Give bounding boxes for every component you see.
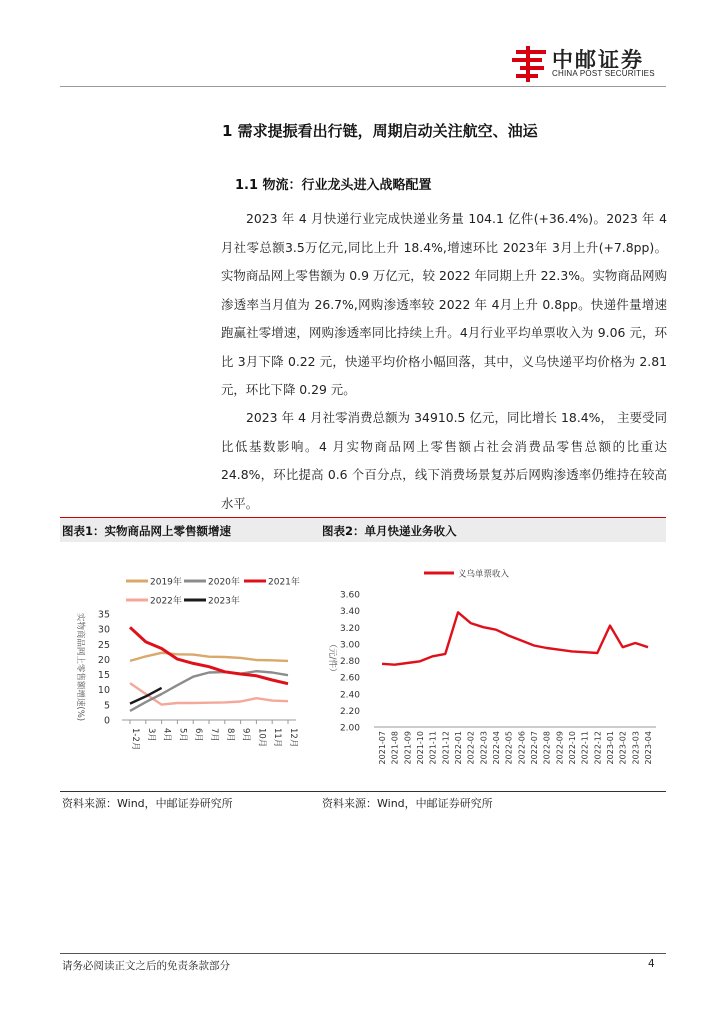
x-tick-label: 8月 [224, 728, 235, 742]
series-line [130, 683, 288, 705]
y-tick-label: 5 [103, 700, 110, 712]
header-divider [60, 86, 666, 87]
x-tick-label: 10月 [256, 728, 267, 748]
brand-name: 中邮证券 [552, 48, 644, 72]
y-tick-label: 2.00 [339, 723, 360, 734]
x-tick-label: 5月 [177, 728, 188, 742]
legend-label: 2023年 [208, 596, 240, 607]
x-tick-label: 2022-10 [568, 731, 577, 765]
subsection-heading: 1.1 物流：行业龙头进入战略配置 [235, 178, 432, 193]
footer-disclaimer: 请务必阅读正文之后的免责条款部分 [62, 960, 230, 972]
y-axis-label: 实物商品网上零售额增速(%) [75, 612, 85, 722]
x-tick-label: 2022-12 [593, 731, 603, 765]
x-tick-label: 2021-07 [378, 731, 387, 765]
figure-title: 图表2：单月快递业务收入 [322, 524, 457, 538]
figure-source: 资料来源：Wind，中邮证券研究所 [62, 797, 233, 810]
series-line [382, 612, 648, 664]
body-paragraph: 2023 年 4 月社零消费总额为 34910.5 亿元，同比增长 18.4%， 主要受同比低基数影响。4 月实物商品网上零售额占社会消费品零售总额的比重达 24.8%，环比提高 0.6 个百分点，线下消费场景复苏后网购渗透率仍维持在较高水平。 [221, 410, 667, 511]
y-tick-label: 0 [103, 715, 110, 727]
x-tick-label: 2023-03 [631, 731, 641, 765]
series-line [130, 653, 288, 661]
x-tick-label: 12月 [288, 728, 298, 748]
footer-divider [60, 953, 666, 954]
chart-yiwu-unit-revenue [320, 548, 666, 788]
x-tick-label: 2022-04 [492, 731, 501, 765]
y-tick-label: 10 [97, 685, 110, 697]
x-tick-label: 1-2月 [130, 728, 140, 751]
figure-bottom-divider [60, 791, 666, 792]
y-tick-label: 3.60 [339, 590, 360, 601]
y-tick-label: 2.20 [339, 706, 360, 717]
y-tick-label: 3.20 [339, 623, 360, 634]
x-tick-label: 7月 [209, 728, 219, 742]
legend-label: 2021年 [268, 577, 300, 588]
x-tick-label: 2021-08 [390, 731, 400, 765]
x-tick-label: 9月 [240, 728, 251, 742]
figure-title: 图表1：实物商品网上零售额增速 [62, 524, 231, 538]
legend-label: 2020年 [208, 577, 240, 588]
chart-online-retail-growth [60, 548, 312, 788]
section-heading: 1 需求提振看出行链，周期启动关注航空、油运 [222, 122, 538, 140]
y-tick-label: 2.80 [339, 657, 360, 667]
x-tick-label: 2022-01 [454, 731, 463, 765]
x-tick-label: 2023-02 [618, 731, 628, 765]
x-tick-label: 2021-12 [441, 731, 451, 765]
y-tick-label: 15 [97, 670, 110, 682]
company-logo [512, 44, 672, 84]
x-tick-label: 2022-07 [530, 731, 539, 765]
x-tick-label: 4月 [161, 728, 172, 742]
x-tick-label: 6月 [193, 728, 204, 742]
figure-source: 资料来源：Wind，中邮证券研究所 [322, 797, 493, 810]
y-tick-label: 2.40 [339, 690, 360, 701]
x-tick-label: 2022-05 [504, 731, 514, 765]
y-axis-label: （元/件） [327, 639, 337, 677]
x-tick-label: 2022-11 [580, 731, 590, 765]
x-tick-label: 3月 [145, 728, 156, 742]
y-tick-label: 25 [97, 639, 110, 651]
legend-label: 2022年 [150, 596, 182, 607]
y-tick-label: 3.00 [339, 640, 360, 651]
x-tick-label: 11月 [272, 728, 283, 748]
x-tick-label: 2022-02 [466, 731, 476, 765]
y-tick-label: 30 [97, 624, 110, 636]
brand-name-english: CHINA POST SECURITIES [552, 69, 655, 78]
x-tick-label: 2022-03 [479, 731, 489, 765]
legend-label: 2019年 [150, 577, 182, 588]
china-post-logo-icon [512, 44, 548, 84]
x-tick-label: 2022-09 [555, 731, 565, 765]
body-paragraph: 2023 年 4 月快递行业完成快递业务量 104.1 亿件(+36.4%)。2023 年 4 月社零总额3.5万亿元,同比上升 18.4%,增速环比 2023年 3月上升(+7.8pp)。实物商品网上零售额为 0.9 万亿元，较 2022 年同期上升 22.3%。实物商品网购渗透率当月值为 26.7%,网购渗透率较 2022 年 4月上升 0.8pp。快递件量增速跑赢社零增速，网购渗透率同比持续上升。4月行业平均单票收入为 9.06 元，环比 3月下降 0.22 元，快递平均价格小幅回落，其中，义乌快递平均价格为 2.81 元，环比下降 0.29 元。 [221, 211, 667, 397]
x-tick-label: 2023-01 [606, 731, 615, 765]
x-tick-label: 2022-06 [517, 731, 527, 765]
x-tick-label: 2021-09 [403, 731, 413, 765]
x-tick-label: 2021-10 [416, 731, 425, 765]
page-number: 4 [648, 958, 655, 970]
y-tick-label: 20 [97, 654, 110, 666]
x-tick-label: 2022-08 [542, 731, 552, 765]
x-tick-label: 2023-04 [644, 731, 653, 765]
x-tick-label: 2021-11 [428, 731, 438, 765]
y-tick-label: 2.60 [339, 673, 360, 684]
y-tick-label: 35 [97, 609, 110, 621]
y-tick-label: 3.40 [339, 607, 360, 618]
legend-label: 义乌单票收入 [458, 569, 510, 580]
